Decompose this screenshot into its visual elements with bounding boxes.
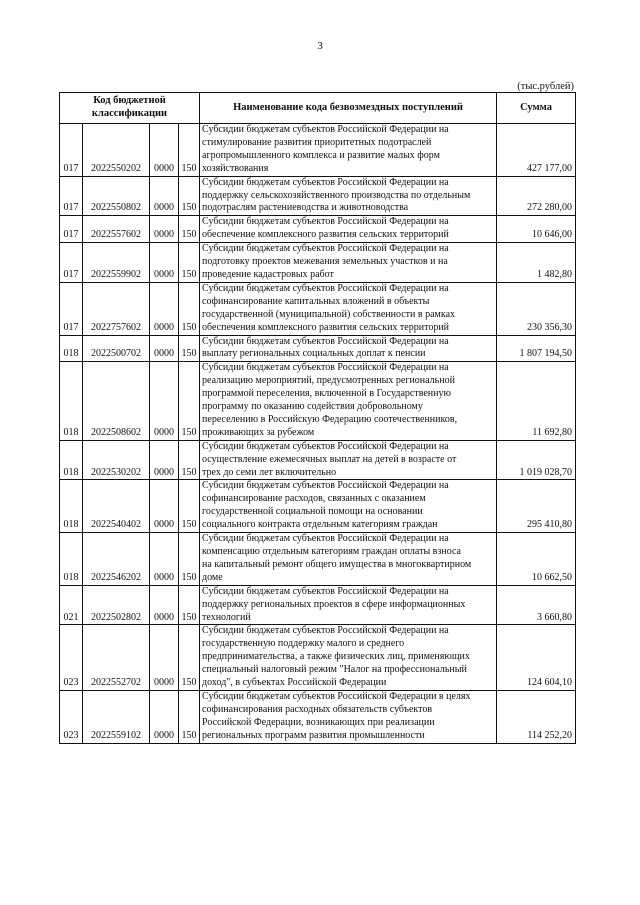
table-row <box>60 124 576 177</box>
cell-kind-code: 150 <box>179 216 200 243</box>
description-line: программу по оказанию содействия добровольному <box>202 401 423 413</box>
cell-kind-code: 150 <box>179 335 200 362</box>
cell-program-code: 0000 <box>150 282 179 335</box>
description-line: поддержку региональных проектов в сфере информационных <box>202 598 466 610</box>
description-line: софинансирования расходных обязательств субъектов <box>202 703 433 715</box>
cell-sum: 1 019 028,70 <box>497 440 576 480</box>
description-line: компенсацию отдельным категориям граждан оплаты взноса <box>202 546 461 557</box>
description-line: софинансирование расходов, связанных с оказанием <box>202 493 426 505</box>
table-row <box>60 362 576 440</box>
header-name: Наименование кода безвозмездных поступлений <box>200 93 497 124</box>
cell-program-code: 0000 <box>150 216 179 243</box>
cell-program-code: 0000 <box>150 690 179 743</box>
cell-description <box>200 282 497 335</box>
cell-admin-code: 017 <box>60 124 83 177</box>
cell-program-code: 0000 <box>150 440 179 480</box>
cell-admin-code: 018 <box>60 533 83 586</box>
description-line: проведение кадастровых работ <box>202 268 334 280</box>
cell-description <box>200 362 497 440</box>
cell-admin-code: 018 <box>60 440 83 480</box>
description-line: Субсидии бюджетам субъектов Российской Федерации на <box>202 533 449 545</box>
description-line: Субсидии бюджетам субъектов Российской Федерации на <box>202 335 449 347</box>
cell-budget-code: 2022557602 <box>83 216 150 243</box>
cell-budget-code: 2022540402 <box>83 480 150 533</box>
description-line: обеспечения комплексного развития сельских территорий <box>202 321 450 333</box>
cell-description <box>200 480 497 533</box>
cell-budget-code: 2022508602 <box>83 362 150 440</box>
cell-budget-code: 2022550802 <box>83 176 150 216</box>
header-sum: Сумма <box>497 93 576 124</box>
cell-kind-code: 150 <box>179 362 200 440</box>
cell-kind-code: 150 <box>179 480 200 533</box>
cell-sum: 230 356,30 <box>497 282 576 335</box>
cell-description <box>200 124 497 177</box>
description-line: выплату региональных социальных доплат к пенсии <box>202 348 426 360</box>
table-row <box>60 480 576 533</box>
revenue-table <box>59 92 576 744</box>
description-line: Субсидии бюджетам субъектов Российской Федерации на <box>202 625 449 637</box>
description-line: специальный налоговый режим "Налог на профессиональный <box>202 664 467 676</box>
description-line: Субсидии бюджетам субъектов Российской Федерации на <box>202 124 449 135</box>
description-line: Российской Федерации, возникающих при реализации <box>202 716 435 728</box>
cell-budget-code: 2022530202 <box>83 440 150 480</box>
description-line: государственной (муниципальной) собственности в рамках <box>202 308 456 320</box>
cell-sum: 10 662,50 <box>497 533 576 586</box>
cell-program-code: 0000 <box>150 625 179 691</box>
table-header-row <box>60 93 576 124</box>
cell-program-code: 0000 <box>150 585 179 625</box>
description-line: Субсидии бюджетам субъектов Российской Федерации на <box>202 480 449 492</box>
table-body <box>60 124 576 744</box>
cell-description <box>200 216 497 243</box>
cell-program-code: 0000 <box>150 335 179 362</box>
cell-description <box>200 533 497 586</box>
table-row <box>60 585 576 625</box>
cell-sum: 295 410,80 <box>497 480 576 533</box>
description-line: технологий <box>202 611 251 623</box>
cell-admin-code: 023 <box>60 625 83 691</box>
page-number: 3 <box>317 40 323 52</box>
cell-admin-code: 018 <box>60 480 83 533</box>
cell-sum: 124 604,10 <box>497 625 576 691</box>
cell-kind-code: 150 <box>179 533 200 586</box>
cell-budget-code: 2022559102 <box>83 690 150 743</box>
cell-program-code: 0000 <box>150 480 179 533</box>
description-line: трех до семи лет включительно <box>202 466 337 478</box>
units-note: (тыс.рублей) <box>517 81 574 92</box>
cell-budget-code: 2022502802 <box>83 585 150 625</box>
description-line: государственной социальной помощи на основании <box>202 506 423 518</box>
cell-budget-code: 2022757602 <box>83 282 150 335</box>
cell-sum: 11 692,80 <box>497 362 576 440</box>
cell-description <box>200 440 497 480</box>
table-row <box>60 176 576 216</box>
cell-kind-code: 150 <box>179 176 200 216</box>
description-line: социального контракта отдельным категориям граждан <box>202 519 438 531</box>
description-line: программой переселения, включенной в Государственную <box>202 388 451 400</box>
description-line: доме <box>202 571 223 583</box>
cell-sum: 10 646,00 <box>497 216 576 243</box>
cell-program-code: 0000 <box>150 124 179 177</box>
header-code-group: Код бюджетной классификации <box>60 93 200 124</box>
table-row <box>60 440 576 480</box>
table-row <box>60 625 576 691</box>
cell-admin-code: 017 <box>60 176 83 216</box>
cell-program-code: 0000 <box>150 533 179 586</box>
description-line: проживающих за рубежом <box>202 426 315 438</box>
cell-admin-code: 017 <box>60 243 83 283</box>
table-row <box>60 690 576 743</box>
cell-sum: 3 660,80 <box>497 585 576 625</box>
description-line: Субсидии бюджетам субъектов Российской Федерации на <box>202 585 449 597</box>
description-line: агропромышленного комплекса и развитие малых форм <box>202 149 440 161</box>
cell-admin-code: 017 <box>60 216 83 243</box>
cell-admin-code: 023 <box>60 690 83 743</box>
description-line: доход", в субъектах Российской Федерации <box>202 677 387 689</box>
description-line: переселению в Российскую Федерацию соотечественников, <box>202 413 458 425</box>
description-line: подготовку проектов межевания земельных участков и на <box>202 256 448 268</box>
description-line: на капитальный ремонт общего имущества в многоквартирном <box>202 558 472 570</box>
description-line: региональных программ развития промышленности <box>202 729 425 741</box>
description-line: Субсидии бюджетам субъектов Российской Федерации на <box>202 216 449 228</box>
table-row <box>60 533 576 586</box>
description-line: софинансирование капитальных вложений в объекты <box>202 295 430 307</box>
cell-description <box>200 585 497 625</box>
cell-kind-code: 150 <box>179 282 200 335</box>
cell-description <box>200 690 497 743</box>
description-line: хозяйствования <box>202 162 269 174</box>
cell-admin-code: 021 <box>60 585 83 625</box>
cell-description <box>200 335 497 362</box>
cell-program-code: 0000 <box>150 176 179 216</box>
cell-kind-code: 150 <box>179 440 200 480</box>
cell-program-code: 0000 <box>150 243 179 283</box>
cell-kind-code: 150 <box>179 585 200 625</box>
cell-description <box>200 625 497 691</box>
table-row <box>60 282 576 335</box>
cell-budget-code: 2022546202 <box>83 533 150 586</box>
table-row <box>60 335 576 362</box>
cell-kind-code: 150 <box>179 124 200 177</box>
cell-sum: 1 482,80 <box>497 243 576 283</box>
cell-description <box>200 243 497 283</box>
description-line: стимулирование развития приоритетных подотраслей <box>202 136 432 148</box>
cell-admin-code: 017 <box>60 282 83 335</box>
description-line: Субсидии бюджетам субъектов Российской Федерации на <box>202 362 449 374</box>
cell-admin-code: 018 <box>60 335 83 362</box>
description-line: подотраслям растениеводства и животноводства <box>202 202 409 214</box>
cell-sum: 114 252,20 <box>497 690 576 743</box>
table-row <box>60 216 576 243</box>
cell-sum: 1 807 194,50 <box>497 335 576 362</box>
cell-budget-code: 2022552702 <box>83 625 150 691</box>
description-line: Субсидии бюджетам субъектов Российской Федерации в целях <box>202 690 471 702</box>
description-line: Субсидии бюджетам субъектов Российской Федерации на <box>202 282 449 294</box>
description-line: осуществление ежемесячных выплат на детей в возрасте от <box>202 453 457 465</box>
cell-sum: 427 177,00 <box>497 124 576 177</box>
cell-description <box>200 176 497 216</box>
cell-budget-code: 2022500702 <box>83 335 150 362</box>
description-line: предпринимательства, а также физических лиц, применяющих <box>202 651 470 663</box>
cell-program-code: 0000 <box>150 362 179 440</box>
table-row <box>60 243 576 283</box>
cell-budget-code: 2022550202 <box>83 124 150 177</box>
description-line: государственную поддержку малого и среднего <box>202 638 405 650</box>
cell-admin-code: 018 <box>60 362 83 440</box>
description-line: Субсидии бюджетам субъектов Российской Федерации на <box>202 440 449 452</box>
description-line: обеспечение комплексного развития сельских территорий <box>202 229 449 241</box>
description-line: Субсидии бюджетам субъектов Российской Федерации на <box>202 176 449 188</box>
cell-kind-code: 150 <box>179 243 200 283</box>
cell-sum: 272 280,00 <box>497 176 576 216</box>
cell-budget-code: 2022559902 <box>83 243 150 283</box>
description-line: Субсидии бюджетам субъектов Российской Федерации на <box>202 243 449 255</box>
description-line: реализацию мероприятий, предусмотренных региональной <box>202 375 455 387</box>
description-line: поддержку сельскохозяйственного производства по отдельным <box>202 189 471 201</box>
cell-kind-code: 150 <box>179 625 200 691</box>
cell-kind-code: 150 <box>179 690 200 743</box>
